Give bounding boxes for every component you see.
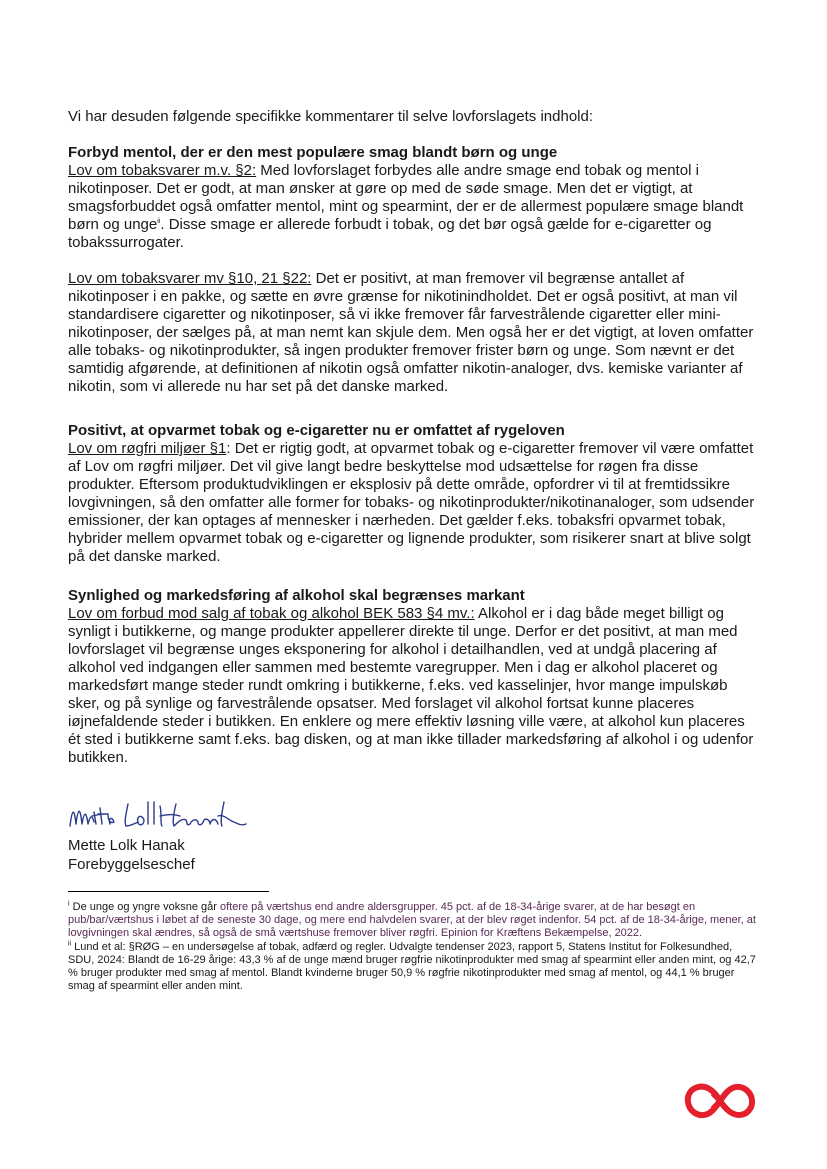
section-alkohol [68, 587, 758, 767]
signer-block [68, 836, 195, 874]
footnote [68, 901, 758, 941]
signer-name: Mette Lolk Hanak [68, 837, 185, 854]
paragraph-text: Med lovforslaget forbydes alle andre smage end tobak og mentol i nikotinposer. Det er godt, at man ønsker at gøre op med de søde smage. Men det er vigtigt, at smagsforbuddet også omfatter mentol, mint og spearmint, der er de allermest populære smage blandt børn og unge [68, 162, 744, 233]
footnote-text: De unge og yngre voksne går [69, 901, 220, 913]
footnote-mark: ii [157, 218, 161, 225]
footnote [68, 941, 758, 994]
signer-title: Forebyggelseschef [68, 856, 195, 873]
paragraph [68, 605, 758, 767]
paragraph [68, 270, 758, 396]
paragraph [68, 440, 758, 566]
section-rygeloven [68, 422, 758, 566]
footnote-divider [68, 891, 269, 892]
footnotes [68, 901, 758, 993]
paragraph-text: : Det er rigtig godt, at opvarmet tobak og e-cigaretter fremover vil være omfattet af Lov om røgfri miljøer. Det vil give langt bedre beskyttelse mod udsættelse for røgen fra disse produkter. Eftersom produktudviklingen er eksplosiv på dette område, opfordrer vi til at fremtidssikre lovgivningen, så den omfatter alle former for tobaks- og nikotinprodukter/nikotinanaloger, som udsender emissioner, der kan optages af mennesker i nærheden. Det gælder f.eks. tobaksfri opvarmet tobak, hybrider mellem opvarmet tobak og e-cigaretter og lignende produkter, som risikerer snart at blive solgt på det danske marked. [68, 440, 755, 565]
footnote-mark: ii [68, 939, 72, 947]
section-heading: Positivt, at opvarmet tobak og e-cigaretter nu er omfattet af rygeloven [68, 422, 565, 439]
section-mentol [68, 144, 758, 396]
section-heading: Synlighed og markedsføring af alkohol skal begrænses markant [68, 587, 525, 604]
law-reference: Lov om røgfri miljøer §1 [68, 440, 227, 457]
infinity-logo-icon [684, 1080, 756, 1122]
law-reference: Lov om forbud mod salg af tobak og alkohol BEK 583 §4 mv.: [68, 605, 475, 622]
footnote-text: oftere på værtshus end andre aldersgrupper. 45 pct. af de 18-34-årige svarer, at de har besøgt en pub/bar/værtshus i løbet af de seneste 30 dage, og mere end halvdelen svarer, at der blev røget indenfor. 54 pct. af de 18-34-årige, mener, at lovgivningen skal ændres, så også de små værtshuse fremover bliver røgfri. Epinion for Kræftens Bekæmpelse, 2022. [68, 901, 756, 940]
handwritten-signature [68, 796, 308, 836]
section-heading: Forbyd mentol, der er den mest populære smag blandt børn og unge [68, 144, 558, 161]
law-reference: Lov om tobaksvarer m.v. §2: [68, 162, 257, 179]
footnote-mark: i [68, 900, 70, 908]
paragraph-text: Alkohol er i dag både meget billigt og synligt i butikkerne, og mange produkter appellerer direkte til unge. Derfor er det positivt, at man med lovforslaget vil begrænse unges eksponering for alkohol i detailhandlen, ved at undgå placering af alkohol ved indgangen eller sammen med bestemte varegrupper. Men i dag er alkohol placeret og markedsført mange steder rundt omkring i butikkerne, f.eks. ved kasselinjer, hvor mange impulskøb sker, og på synlige og farvestrålende opsatser. Med forslaget vil alkohol fortsat kunne placeres iøjnefaldende steder i butikken. En enklere og mere effektiv løsning ville være, at alkohol kun placeres ét sted i butikkerne samt f.eks. bag disken, og at man ikke tillader markedsføring af alkohol i og udenfor butikken. [68, 605, 754, 766]
paragraph-text: . Disse smage er allerede forbudt i tobak, og det bør også gælde for e-cigaretter og tobakssurrogater. [68, 216, 712, 251]
paragraph [68, 162, 758, 252]
footnote-text: Lund et al: §RØG – en undersøgelse af tobak, adfærd og regler. Udvalgte tendenser 2023, rapport 5, Statens Institut for Folkesundhed, SDU, 2024: Blandt de 16-29 årige: 43,3 % af de unge mænd bruger røgfrie nikotinprodukter med smag af spearmint eller anden mint, og 42,7 % bruger produkter med smag af mentol. Blandt kvinderne bruger 50,9 % røgfrie nikotinprodukter med smag af mentol, og 44,1 % bruger smag af spearmint eller anden mint. [68, 940, 756, 993]
law-reference: Lov om tobaksvarer mv §10, 21 §22: [68, 270, 312, 287]
paragraph-text: Det er positivt, at man fremover vil begrænse antallet af nikotinposer i en pakke, og sætte en øvre grænse for nikotinindholdet. Det er også positivt, at man vil standardisere cigaretter og nikotinposer, så vi ikke fremover får farvestrålende cigaretter eller mini-nikotinposer, der sælges på, at man nemt kan skjule dem. Men også her er det vigtigt, at loven omfatter alle tobaks- og nikotinprodukter, så ingen produkter fremover frister børn og unge. Som nævnt er det samtidig afgørende, at definitionen af nikotin også omfatter nikotin-analoger, dvs. kemiske varianter af nikotin, som vi allerede nu har set på det danske marked. [68, 270, 754, 395]
intro-text: Vi har desuden følgende specifikke kommentarer til selve lovforslagets indhold: [68, 108, 593, 125]
